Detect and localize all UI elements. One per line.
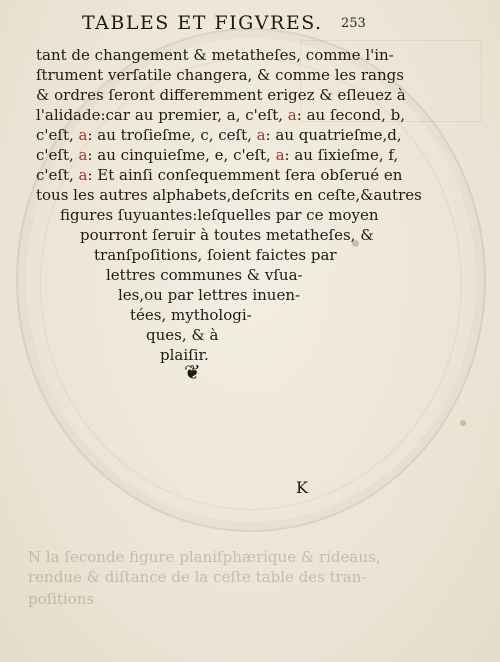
rubric-letter: a <box>78 126 88 144</box>
rubric-letter: a <box>78 146 88 164</box>
text-line <box>36 46 394 64</box>
text-segment: : au quatrieſme,d, <box>265 126 402 144</box>
text-segment: figures ſuyuantes:leſquelles par ce moyen <box>60 206 379 224</box>
text-line <box>36 126 402 144</box>
text-segment: tranſpoſitions, ſoient faictes par <box>94 246 337 264</box>
text-line <box>106 266 303 284</box>
text-line <box>80 226 374 244</box>
rubric-letter: a <box>78 166 88 184</box>
bleed-through-text: poſitions <box>28 590 95 608</box>
text-segment: lettres communes & vſua- <box>106 266 303 284</box>
text-line <box>146 326 218 344</box>
text-segment: & ordres ſeront differemment erigez & eſleuez à <box>36 86 406 104</box>
text-segment: c'eſt, <box>36 146 79 164</box>
text-segment: pourront ſeruir à toutes metatheſes, & <box>80 226 374 244</box>
text-segment: ſtrument verſatile changera, & comme les rangs <box>36 66 404 84</box>
foxing-stain <box>460 420 466 426</box>
bleed-through-text: N la ſeconde figure planiſphærique & rideaus, <box>28 548 381 566</box>
text-line <box>94 246 337 264</box>
running-head: TABLES ET FIGVRES. <box>82 12 323 34</box>
text-segment: : au troſieſme, c, ceſt, <box>87 126 257 144</box>
rubric-letter: a <box>275 146 285 164</box>
text-segment: : au cinquieſme, e, c'eſt, <box>87 146 276 164</box>
rubric-letter: a <box>256 126 266 144</box>
bleed-through-text: rendue & diſtance de la ceſte table des tran- <box>28 568 367 586</box>
text-segment: l'alidade:car au premier, a, c'eſt, <box>36 106 288 124</box>
text-segment: tées, mythologi- <box>130 306 252 324</box>
text-segment: : au ſixieſme, f, <box>284 146 399 164</box>
text-segment: les,ou par lettres inuen- <box>118 286 301 304</box>
text-line <box>36 66 404 84</box>
text-line <box>36 86 406 104</box>
text-segment: c'eſt, <box>36 166 79 184</box>
text-segment: tant de changement & metatheſes, comme l'in- <box>36 46 394 64</box>
text-line <box>36 106 405 124</box>
rubric-letter: a <box>287 106 297 124</box>
text-line <box>60 206 379 224</box>
text-segment: plaiſir. <box>160 346 209 364</box>
text-segment: : au ſecond, b, <box>296 106 405 124</box>
text-line <box>130 306 252 324</box>
text-line <box>36 146 398 164</box>
page-header <box>0 12 500 40</box>
text-segment: : Et ainſi conſequemment ſera obſerué en <box>87 166 403 184</box>
text-line <box>118 286 300 304</box>
text-line <box>36 166 402 184</box>
page-number: 253 <box>341 16 366 31</box>
text-segment: c'eſt, <box>36 126 79 144</box>
fleuron-icon: ❦ <box>184 360 201 384</box>
text-segment: ques, & à <box>146 326 219 344</box>
signature-mark: K <box>296 478 308 497</box>
text-line <box>36 186 422 204</box>
text-segment: tous les autres alphabets,deſcrits en ceſte,&autres <box>36 186 422 204</box>
